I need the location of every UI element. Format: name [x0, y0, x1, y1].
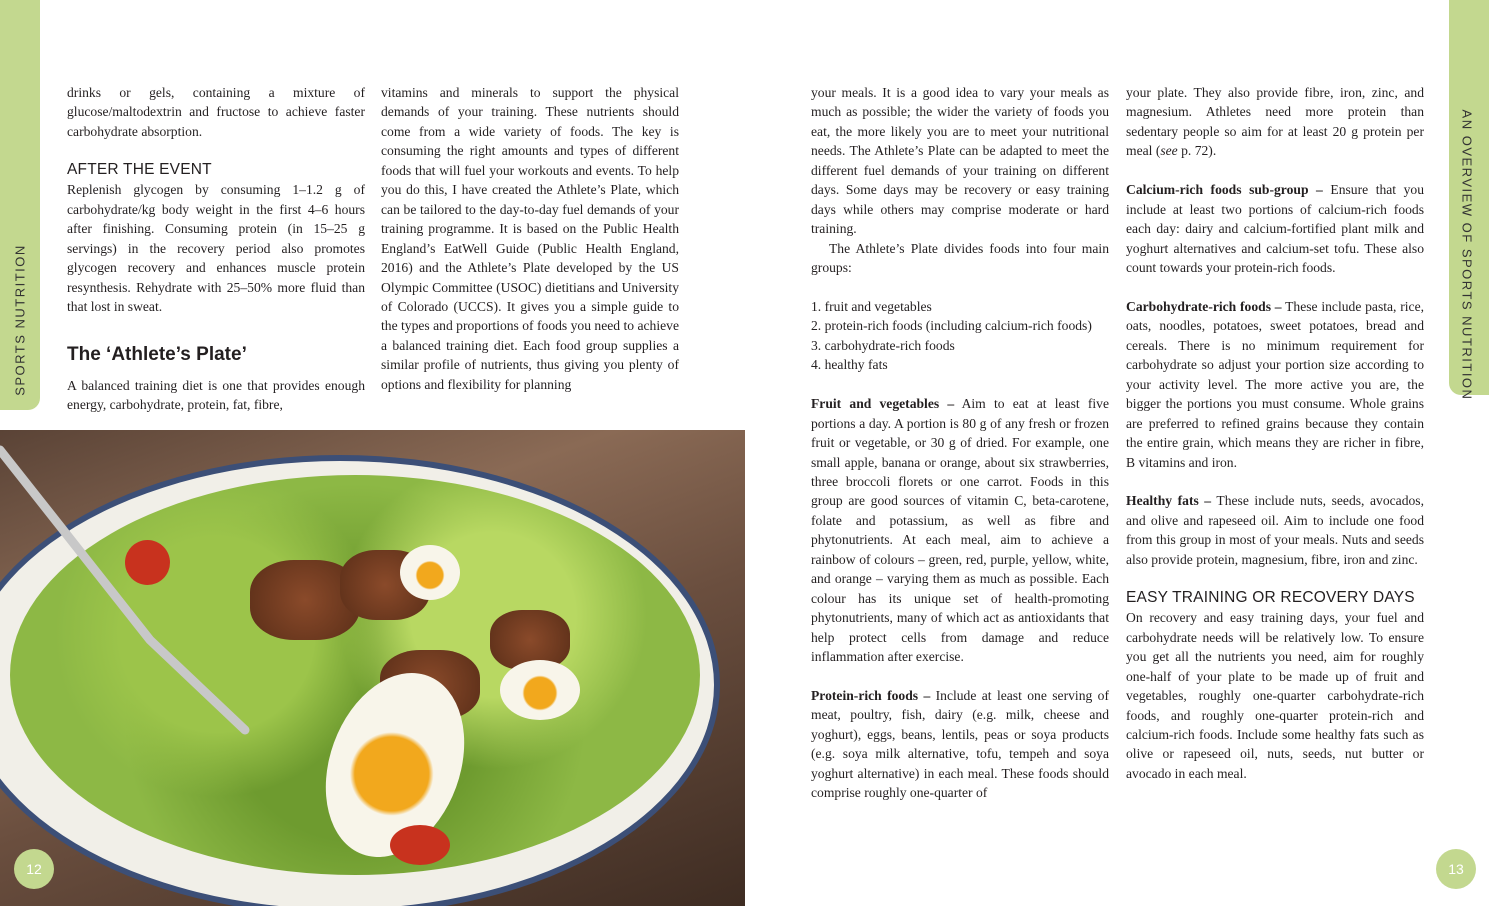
lead-in: Fruit and vegetables – — [811, 396, 955, 412]
paragraph: On recovery and easy training days, your fuel and carbohydrate needs will be relatively low. To ensure you get all the nutrients you need, aim for roughly one-half of your plate to be made up of fruit and vegetables, roughly one-quarter carbohydrate-rich foods, and roughly one-quarter protein-rich and calcium-rich foods. Include some healthy fats such as olive or rapeseed oil, nuts, seeds, nut butter or avocado in each meal. — [1126, 610, 1424, 781]
list-item: 4. healthy fats — [811, 357, 888, 373]
running-head-left: SPORTS NUTRITION — [12, 244, 28, 396]
lead-in: Protein-rich foods – — [811, 688, 931, 703]
subheading-after-event: AFTER THE EVENT — [67, 161, 212, 179]
paragraph: your meals. It is a good idea to vary your meals as much as possible; the wider the variety of foods you eat, the more likely you are to meet your nutritional needs. The Athlete’s Plate can be adapted to meet the different fuel demands of your training on different days. Some days may be recovery or easy training days while others may comprise moderate or hard training. — [811, 85, 1109, 237]
running-head-right: AN OVERVIEW OF SPORTS NUTRITION — [1459, 109, 1475, 401]
protein-paragraph — [811, 686, 1109, 803]
fork — [0, 430, 745, 906]
fruit-veg-paragraph — [811, 394, 1109, 666]
list-item: 2. protein-rich foods (including calcium-rich foods) — [811, 318, 1092, 334]
lead-in: Carbohydrate-rich foods – — [1126, 298, 1282, 314]
column-4 — [1126, 83, 1424, 783]
body: your plate. They also provide fibre, iron, zinc, and magnesium. Athletes need more protein than sedentary people so aim for at least 20 g protein per meal ( — [1126, 85, 1424, 159]
see-ref: see — [1160, 143, 1178, 159]
body: Aim to eat at least five portions a day. A portion is 80 g of any fresh or frozen fruit or vegetable, or 30 g of dried. For example, one small apple, banana or orange, about six strawberries, three broccoli florets or one carrot. Foods in this group are good sources of vitamin C, beta-carotene, folate and potassium, as well as fibre and phytonutrients. At each meal, aim to achieve a rainbow of colours – green, red, purple, yellow, white, and orange – varying them as much as possible. Each colour has its unique set of health-promoting phytonutrients, many of which act as antioxidants that help protect cells from damage and reduce inflammation after exercise. — [811, 396, 1109, 665]
paragraph: A balanced training diet is one that provides enough energy, carbohydrate, protein, fat, fibre, — [67, 377, 365, 412]
page-number-right: 13 — [1436, 849, 1476, 889]
list-item: 1. fruit and vegetables — [811, 298, 932, 314]
paragraph: drinks or gels, containing a mixture of glucose/maltodextrin and fructose to achieve faster carbohydrate absorption. — [67, 85, 365, 139]
body: These include nuts, seeds, avocados, and olive and rapeseed oil. Aim to include one food from this group in most of your meals. Nuts and seeds also provide protein, magnesium, fibre, iron and zinc. — [1126, 493, 1424, 567]
healthy-fats-paragraph — [1126, 491, 1424, 569]
column-3 — [811, 83, 1109, 803]
carbohydrate-paragraph — [1126, 297, 1424, 472]
lead-in: Calcium-rich foods sub-group – — [1126, 182, 1323, 198]
calcium-paragraph — [1126, 180, 1424, 277]
paragraph — [1126, 83, 1424, 161]
section-heading: The ‘Athlete’s Plate’ — [67, 343, 247, 365]
paragraph: Replenish glycogen by consuming 1–1.2 g of carbohydrate/kg body weight in the first 4–6 hours after finishing. Consuming protein (in 15–25 g servings) in the recovery period also promotes glycogen recovery and enhances muscle protein resynthesis. Rehydrate with 25–50% more fluid than that lost in sweat. — [67, 182, 365, 315]
paragraph: vitamins and minerals to support the physical demands of your training. These nutrients should come from a wide variety of foods. The key is consuming the right amounts and types of different foods that will fuel your workouts and events. To help you do this, I have created the Athlete’s Plate, which can be tailored to the day-to-day fuel demands of your training programme. It is based on the Public Health England’s EatWell Guide (Public Health England, 2016) and the Athlete’s Plate developed by the US Olympic Committee (USOC) dietitians and University of Colorado (UCCS). It gives you a simple guide to the types and proportions of foods you need to achieve a balanced training diet. Each food group supplies a similar profile of nutrients, thus giving you plenty of options and flexibility for planning — [381, 85, 679, 392]
body: These include pasta, rice, oats, noodles, potatoes, sweet potatoes, bread and cereals. There is no minimum requirement for carbohydrate so adjust your portion size according to your activity level. The more active you are, the bigger the portions you must consume. Whole grains are preferred to refined grains because they contain the entire grain, which means they are richer in fibre, B vitamins and iron. — [1126, 298, 1425, 470]
column-2 — [381, 83, 679, 394]
food-groups-list — [811, 297, 1109, 375]
body: Include at least one serving of meat, poultry, fish, dairy (e.g. milk, cheese and yoghurt), eggs, beans, lentils, peas or soya products (e.g. soya milk alternative, tofu, tempeh and soya yoghurt alternative) in each meal. These foods should comprise roughly one-quarter of — [811, 688, 1109, 801]
body: p. 72). — [1177, 143, 1217, 159]
subheading-easy-training: EASY TRAINING OR RECOVERY DAYS — [1126, 589, 1415, 607]
salad-photo — [0, 430, 745, 906]
body: Ensure that you include at least two portions of calcium-rich foods each day: dairy and calcium-fortified plant milk and yoghurt alternatives and calcium-set tofu. These also count towards your protein-rich foods. — [1126, 182, 1425, 276]
column-1 — [67, 83, 365, 414]
list-item: 3. carbohydrate-rich foods — [811, 337, 955, 353]
page-number-left: 12 — [14, 849, 54, 889]
lead-in: Healthy fats – — [1126, 493, 1212, 509]
paragraph: The Athlete’s Plate divides foods into four main groups: — [811, 240, 1109, 276]
